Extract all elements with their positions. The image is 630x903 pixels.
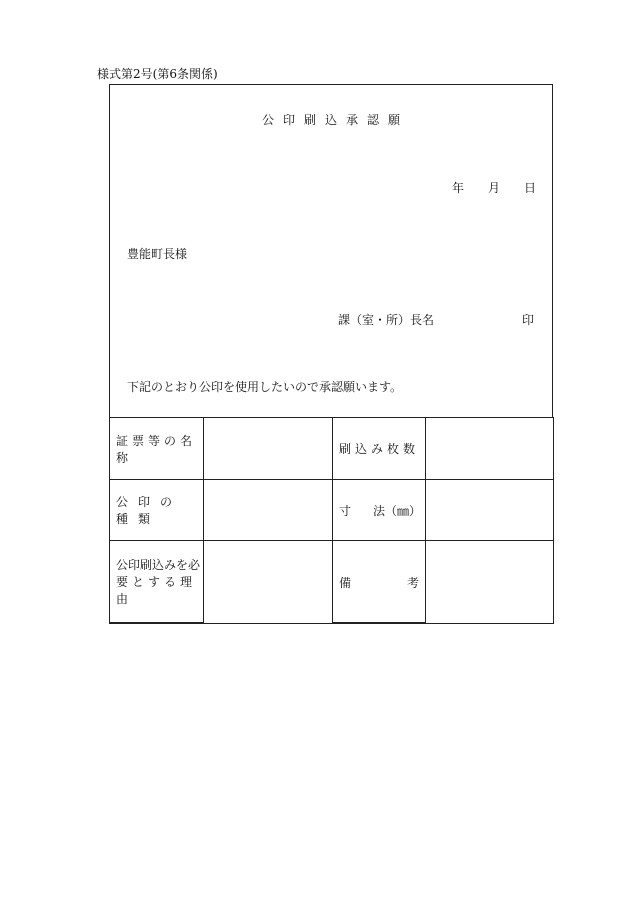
table-row bbox=[110, 541, 554, 624]
date-year-label: 年 bbox=[452, 181, 465, 195]
reason-field[interactable] bbox=[204, 541, 333, 624]
date-line bbox=[452, 179, 537, 196]
date-month-label: 月 bbox=[488, 181, 501, 195]
dimension-label bbox=[333, 480, 426, 541]
print-count-field[interactable] bbox=[426, 418, 554, 480]
table-row bbox=[110, 480, 554, 541]
remarks-label-a: 備 bbox=[339, 575, 352, 590]
table-row bbox=[110, 418, 554, 480]
reason-label-line1: 公印刷込みを必 bbox=[116, 557, 201, 572]
application-form bbox=[109, 84, 553, 623]
reason-label bbox=[110, 541, 204, 624]
reason-label-line2: 要とする理由 bbox=[116, 574, 197, 606]
remarks-label bbox=[333, 541, 426, 624]
remarks-field[interactable] bbox=[426, 541, 554, 624]
certificate-name-label: 証票等の名称 bbox=[110, 418, 204, 480]
remarks-label-b: 考 bbox=[406, 575, 419, 590]
dimension-label-a: 寸 bbox=[339, 503, 352, 518]
seal-type-label: 公印の種類 bbox=[110, 480, 204, 541]
request-statement: 下記のとおり公印を使用したいので承認願います。 bbox=[127, 380, 403, 394]
certificate-name-field[interactable] bbox=[204, 418, 333, 480]
print-count-label: 刷込み枚数 bbox=[333, 418, 426, 480]
seal-mark: 印 bbox=[521, 313, 534, 327]
details-table bbox=[109, 417, 554, 624]
dimension-field[interactable] bbox=[426, 480, 554, 541]
form-title: 公印刷込承認願 bbox=[261, 113, 409, 127]
seal-type-field[interactable] bbox=[204, 480, 333, 541]
applicant-title: 課（室・所）長名 bbox=[338, 313, 435, 327]
recipient: 豊能町長様 bbox=[127, 247, 188, 261]
form-number-label: 様式第2号(第6条関係) bbox=[97, 67, 218, 81]
date-day-label: 日 bbox=[524, 181, 537, 195]
dimension-label-b: 法（㎜） bbox=[373, 503, 422, 518]
